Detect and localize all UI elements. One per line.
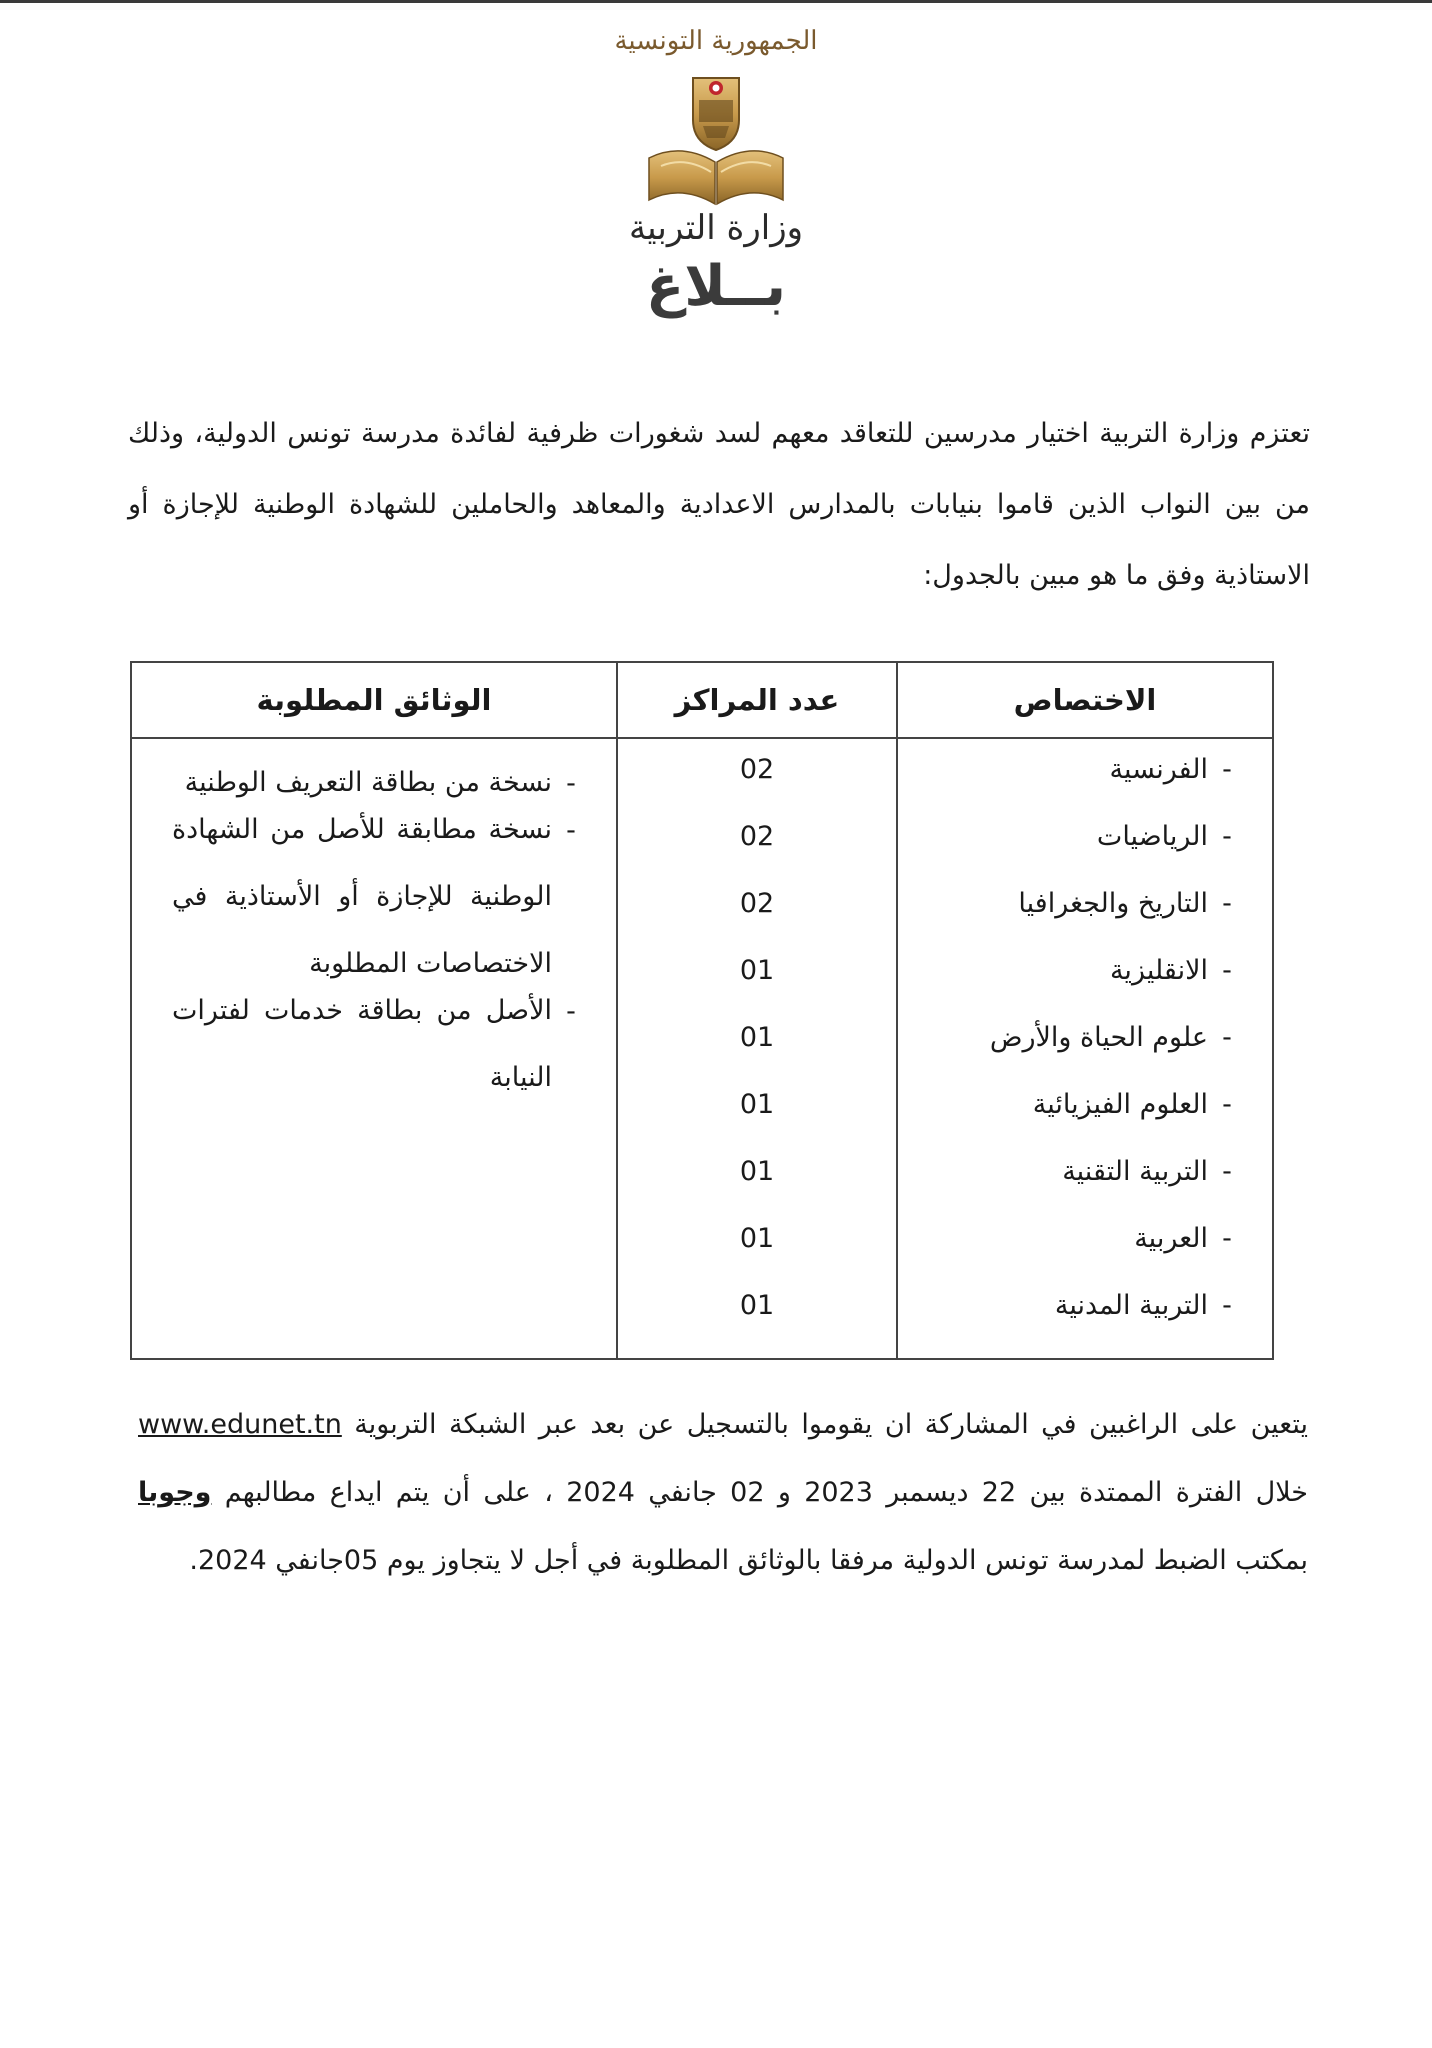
republic-name: الجمهورية التونسية bbox=[614, 26, 818, 56]
ministry-name: وزارة التربية bbox=[628, 208, 804, 248]
header-documents: الوثائق المطلوبة bbox=[131, 662, 617, 738]
position-count: 01 bbox=[739, 1089, 775, 1120]
header-specialty: الاختصاص bbox=[897, 662, 1273, 738]
dash-marker: - bbox=[566, 768, 576, 799]
dash-marker: - bbox=[1222, 754, 1232, 785]
document-item: الأصل من بطاقة خدمات لفترات النيابة bbox=[172, 995, 552, 1093]
list-item bbox=[172, 997, 590, 1111]
closing-text bbox=[138, 1391, 1308, 1595]
position-count: 01 bbox=[739, 1156, 775, 1187]
position-count: 01 bbox=[739, 1022, 775, 1053]
list-item bbox=[898, 1090, 1272, 1157]
specialty-name: الرياضيات bbox=[1096, 821, 1208, 852]
closing-part-1: يتعين على الراغبين في المشاركة ان يقوموا بالتسجيل عن بعد عبر الشبكة التربوية bbox=[354, 1409, 1308, 1440]
documents-cell bbox=[131, 738, 617, 1359]
dash-marker: - bbox=[1222, 1290, 1232, 1321]
top-border bbox=[0, 0, 1432, 3]
dash-marker: - bbox=[566, 815, 576, 846]
closing-part-3: بمكتب الضبط لمدرسة تونس الدولية مرفقا بالوثائق المطلوبة في أجل لا يتجاوز يوم 05جانفي 2024. bbox=[189, 1545, 1308, 1576]
website-link[interactable]: www.edunet.tn bbox=[138, 1409, 342, 1440]
dash-marker: - bbox=[566, 996, 576, 1027]
count-cell bbox=[617, 738, 897, 1359]
ministry-emblem-icon bbox=[641, 58, 791, 208]
list-item bbox=[898, 755, 1272, 822]
position-count: 02 bbox=[739, 754, 775, 785]
document-item: نسخة من بطاقة التعريف الوطنية bbox=[184, 767, 552, 798]
position-count: 01 bbox=[739, 955, 775, 986]
specialty-name: التربية التقنية bbox=[1062, 1156, 1208, 1187]
list-item bbox=[172, 816, 590, 997]
specialty-name: الفرنسية bbox=[1109, 754, 1208, 785]
specialty-name: التربية المدنية bbox=[1054, 1290, 1208, 1321]
specialty-name: العلوم الفيزيائية bbox=[1032, 1089, 1208, 1120]
list-item bbox=[898, 1291, 1272, 1358]
closing-paragraph bbox=[138, 1391, 1308, 1595]
specialty-name: الانقليزية bbox=[1109, 955, 1208, 986]
position-count: 01 bbox=[739, 1223, 775, 1254]
page-title: بــلاغ bbox=[645, 254, 787, 319]
specialty-list bbox=[898, 739, 1272, 1358]
list-item bbox=[898, 822, 1272, 889]
dash-marker: - bbox=[1222, 821, 1232, 852]
specialty-name: العربية bbox=[1134, 1223, 1208, 1254]
closing-part-2: خلال الفترة الممتدة بين 22 ديسمبر 2023 و 02 جانفي 2024 ، على أن يتم ايداع مطالبهم bbox=[224, 1477, 1308, 1508]
intro-text: تعتزم وزارة التربية اختيار مدرسين للتعاقد معهم لسد شغورات ظرفية لفائدة مدرسة تونس الدولية، وذلك من بين النواب الذين قاموا بنيابات بالمدارس الاعدادية والمعاهد والحاملين للشهادة الوطنية للإجازة أو الاستاذية وفق ما هو مبين بالجدول: bbox=[128, 418, 1310, 591]
specialty-cell bbox=[897, 738, 1273, 1359]
count-list bbox=[618, 739, 896, 1358]
documents-list bbox=[132, 739, 616, 1111]
dash-marker: - bbox=[1222, 1089, 1232, 1120]
dash-marker: - bbox=[1222, 1223, 1232, 1254]
dash-marker: - bbox=[1222, 1022, 1232, 1053]
intro-paragraph bbox=[128, 398, 1310, 611]
list-item bbox=[898, 1157, 1272, 1224]
table-header-row bbox=[131, 662, 1273, 738]
list-item bbox=[898, 956, 1272, 1023]
dash-marker: - bbox=[1222, 955, 1232, 986]
positions-grid bbox=[130, 661, 1274, 1360]
positions-table bbox=[132, 661, 1274, 1345]
position-count: 02 bbox=[739, 888, 775, 919]
list-item bbox=[898, 889, 1272, 956]
list-item bbox=[898, 1023, 1272, 1090]
specialty-name: التاريخ والجغرافيا bbox=[1018, 888, 1208, 919]
position-count: 01 bbox=[739, 1290, 775, 1321]
specialty-name: علوم الحياة والأرض bbox=[989, 1022, 1208, 1053]
header-count: عدد المراكز bbox=[617, 662, 897, 738]
dash-marker: - bbox=[1222, 1156, 1232, 1187]
document-item: نسخة مطابقة للأصل من الشهادة الوطنية للإجازة أو الأستاذية في الاختصاصات المطلوبة bbox=[172, 814, 552, 979]
letterhead bbox=[596, 22, 836, 342]
dash-marker: - bbox=[1222, 888, 1232, 919]
position-count: 02 bbox=[739, 821, 775, 852]
list-item bbox=[898, 1224, 1272, 1291]
emphasis-word: وجوبا bbox=[138, 1477, 212, 1508]
table-body-row bbox=[131, 738, 1273, 1359]
